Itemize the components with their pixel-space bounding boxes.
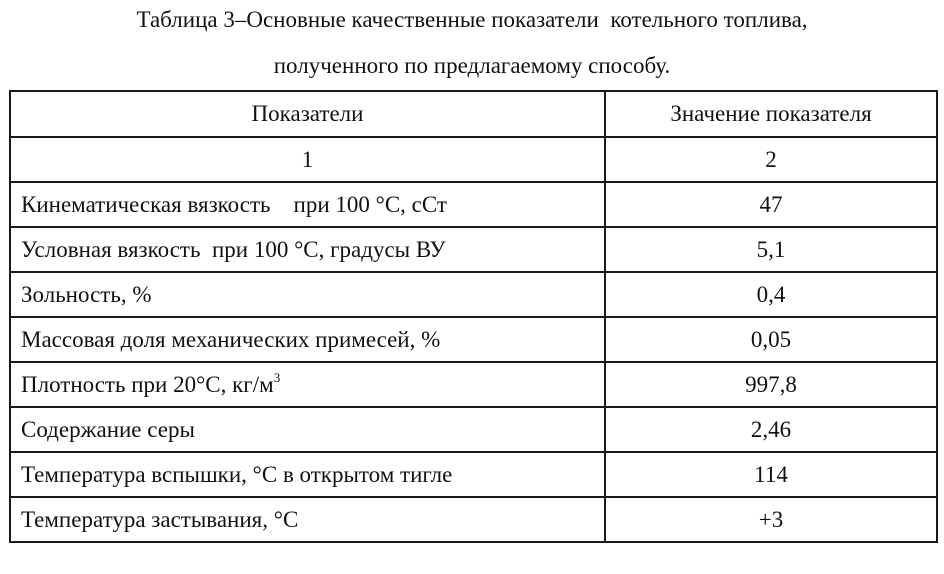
indicator-name: Условная вязкость при 100 °С, градусы ВУ [10,227,605,272]
table-row [10,227,937,272]
indicator-value: 5,1 [605,227,937,272]
indicator-name: Кинематическая вязкость при 100 °С, сСт [10,182,605,227]
table-row [10,182,937,227]
table-row [10,497,937,542]
column-header-value: Значение показателя [605,91,937,137]
column-number-2: 2 [605,137,937,182]
indicator-value: 0,05 [605,317,937,362]
unit-superscript: 3 [273,369,281,385]
indicator-name: Плотность при 20°С, кг/м [21,371,274,397]
indicator-name: Содержание серы [10,407,605,452]
table-caption-line-1: Таблица 3–Основные качественные показатели котельного топлива, [136,7,808,32]
quality-indicators-table [9,90,938,543]
indicator-value: 997,8 [605,362,937,407]
table-row [10,407,937,452]
indicator-name: Зольность, % [10,272,605,317]
indicator-value: 2,46 [605,407,937,452]
table-row [10,362,937,407]
column-number-1: 1 [10,137,605,182]
table-header-row [10,91,937,137]
indicator-value: 47 [605,182,937,227]
table-caption-line-2: полученного по предлагаемому способу. [273,53,671,78]
indicator-value: 114 [605,452,937,497]
indicator-name: Массовая доля механических примесей, % [10,317,605,362]
table-row [10,317,937,362]
indicator-name: Температура застывания, °С [10,497,605,542]
column-number-row [10,137,937,182]
indicator-value: +3 [605,497,937,542]
indicator-name-cell [10,362,605,407]
table-row [10,452,937,497]
indicator-name: Температура вспышки, °С в открытом тигле [10,452,605,497]
indicator-value: 0,4 [605,272,937,317]
table-row [10,272,937,317]
column-header-indicators: Показатели [10,91,605,137]
